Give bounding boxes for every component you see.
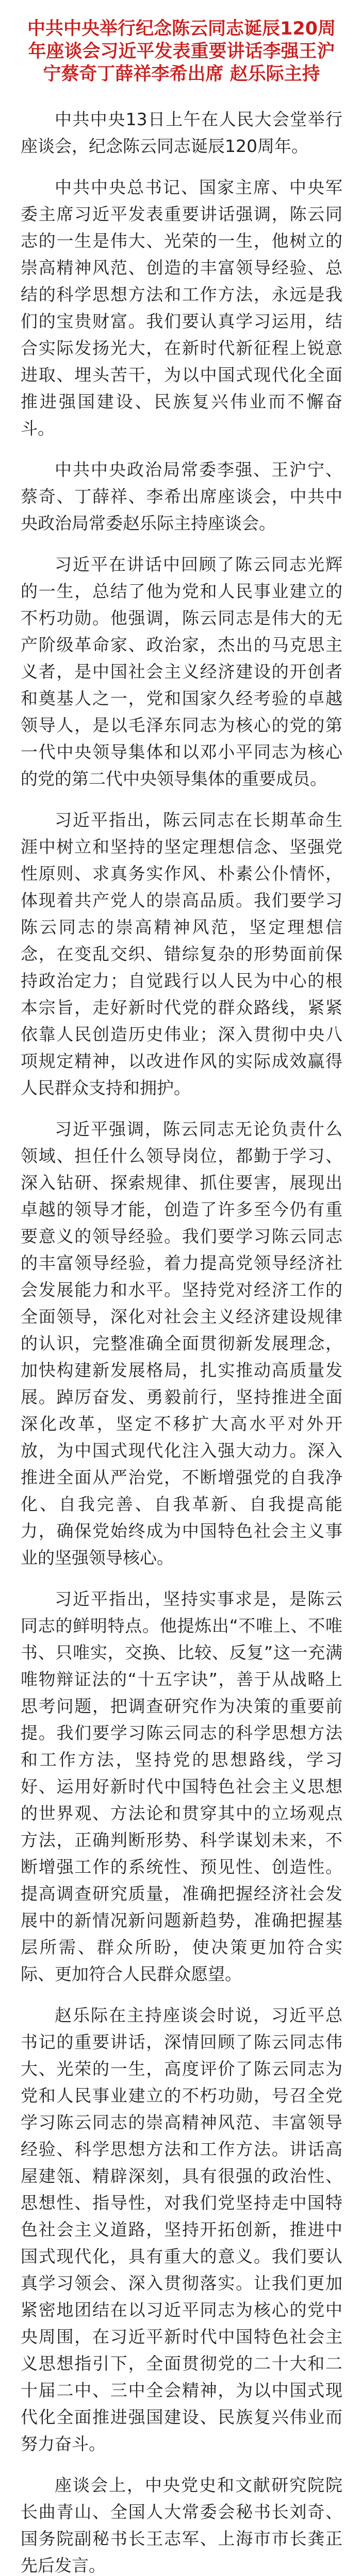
article-paragraph-5: 习近平指出，陈云同志在长期革命生涯中树立和坚持的坚定理想信念、坚强党性原则、求真务实作风、朴素公仆情怀，体现着共产党人的崇高品质。我们要学习陈云同志的崇高精神风范，坚定理想信念，在变乱交织、错综复杂的形势面前保持政治定力；自觉践行以人民为中心的根本宗旨，走好新时代党的群众路线，紧紧依靠人民创造历史伟业；深入贯彻中央八项规定精神，以改进作风的实际成效赢得人民群众支持和拥护。 bbox=[21, 810, 342, 1098]
article-paragraph-4: 习近平在讲话中回顾了陈云同志光辉的一生，总结了他为党和人民事业建立的不朽功勋。他强调，陈云同志是伟大的无产阶级革命家、政治家，杰出的马克思主义者，是中国社会主义经济建设的开创者和奠基人之一，党和国家久经考验的卓越领导人，是以毛泽东同志为核心的党的第一代中央领导集体和以邓小平同志为核心的党的第二代中央领导集体的重要成员。 bbox=[21, 554, 342, 789]
article-paragraph-2: 中共中央总书记、国家主席、中央军委主席习近平发表重要讲话强调，陈云同志的一生是伟大、光荣的一生，他树立的崇高精神风范、创造的丰富领导经验、总结的科学思想方法和工作方法，永远是我们的宝贵财富。我们要认真学习运用，结合实际发扬光大，在新时代新征程上锐意进取、埋头苦干，为以中国式现代化全面推进强国建设、民族复兴伟业而不懈奋斗。 bbox=[21, 177, 342, 438]
article-title: 中共中央举行纪念陈云同志诞辰120周年座谈会习近平发表重要讲话李强王沪宁蔡奇丁薛祥李希出席 赵乐际主持 bbox=[27, 19, 336, 84]
article-paragraph-3: 中共中央政治局常委李强、王沪宁、蔡奇、丁薛祥、李希出席座谈会，中共中央政治局常委赵乐际主持座谈会。 bbox=[21, 460, 342, 533]
article-paragraph-7: 习近平指出，坚持实事求是，是陈云同志的鲜明特点。他提炼出“不唯上、不唯书、只唯实，交换、比较、反复”这一充满唯物辩证法的“十五字诀”，善于从战略上思考问题，把调查研究作为决策的重要前提。我们要学习陈云同志的科学思想方法和工作方法，坚持党的思想路线，学习好、运用好新时代中国特色社会主义思想的世界观、方法论和贯穿其中的立场观点方法，正确判断形势、科学谋划未来，不断增强工作的系统性、预见性、创造性。提高调查研究质量，准确把握经济社会发展中的新情况新问题新趋势，准确把握基层所需、群众所盼，使决策更加符合实际、更加符合人民群众愿望。 bbox=[21, 1589, 342, 1984]
article-paragraph-6: 习近平强调，陈云同志无论负责什么领域、担任什么领导岗位，都勤于学习、深入钻研、探索规律、抓住要害，展现出卓越的领导才能，创造了许多至今仍有重要意义的领导经验。我们要学习陈云同志的丰富领导经验，着力提高党领导经济社会发展能力和水平。坚持党对经济工作的全面领导，深化对社会主义经济建设规律的认识，完整准确全面贯彻新发展理念，加快构建新发展格局，扎实推动高质量发展。踔厉奋发、勇毅前行，坚持推进全面深化改革，坚定不移扩大高水平对外开放，为中国式现代化注入强大动力。深入推进全面从严治党，不断增强党的自我净化、自我完善、自我革新、自我提高能力，确保党始终成为中国特色社会主义事业的坚强领导核心。 bbox=[21, 1119, 342, 1568]
article-paragraph-8: 赵乐际在主持座谈会时说，习近平总书记的重要讲话，深情回顾了陈云同志伟大、光荣的一生，高度评价了陈云同志为党和人民事业建立的不朽功勋，号召全党学习陈云同志的崇高精神风范、丰富领导经验、科学思想方法和工作方法。讲话高屋建瓴、精辟深刻，具有很强的政治性、思想性、指导性，对我们党坚持走中国特色社会主义道路，坚持开拓创新，推进中国式现代化，具有重大的意义。我们要认真学习领会、深入贯彻落实。让我们更加紧密地团结在以习近平同志为核心的党中央周围，在习近平新时代中国特色社会主义思想指引下，全面贯彻党的二十大和二十届二中、三中全会精神，为以中国式现代化全面推进强国建设、民族复兴伟业而努力奋斗。 bbox=[21, 2005, 342, 2454]
article-body bbox=[21, 106, 342, 2576]
article-paragraph-9: 座谈会上，中央党史和文献研究院院长曲青山、全国人大常委会秘书长刘奇、国务院副秘书长王志军、上海市市长龚正先后发言。 bbox=[21, 2475, 342, 2575]
article-paragraph-1: 中共中央13日上午在人民大会堂举行座谈会，纪念陈云同志诞辰120周年。 bbox=[21, 109, 342, 156]
